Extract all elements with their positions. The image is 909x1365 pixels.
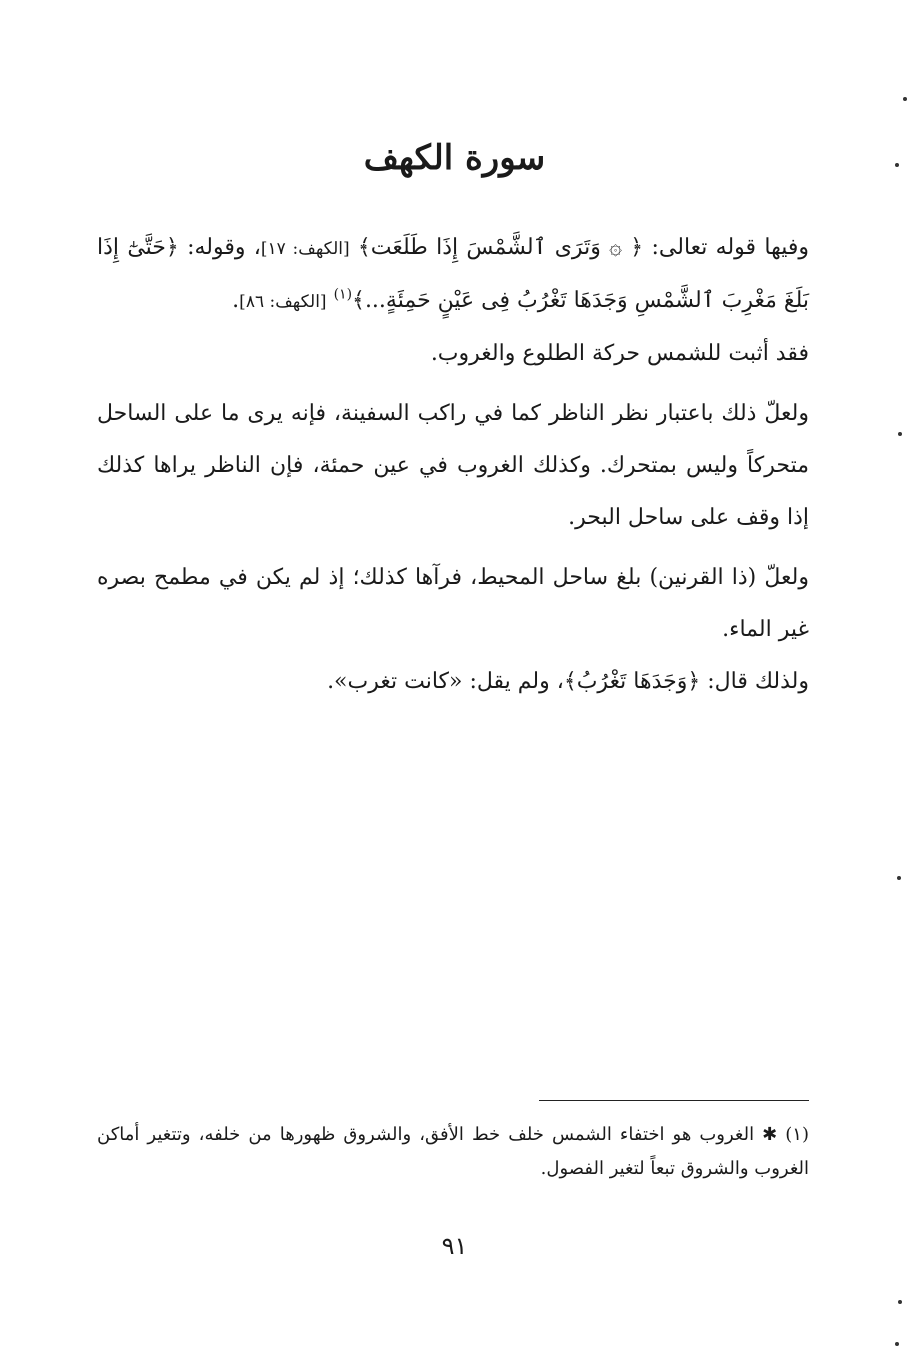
edge-speck <box>898 432 902 436</box>
paragraph-3: ولعلّ ذلك باعتبار نظر الناظر كما في راكب السفينة، فإنه يرى ما على الساحل متحركاً وليس بمتحرك. وكذلك الغروب في عين حمئة، فإن الناظر يراها كذلك إذا وقف على ساحل البحر. <box>97 401 809 530</box>
edge-speck <box>895 1342 899 1346</box>
main-text <box>97 222 809 708</box>
paragraph-4: ولعلّ (ذا القرنين) بلغ ساحل المحيط، فرآها كذلك؛ إذ لم يكن في مطمح بصره غير الماء. <box>97 565 809 642</box>
paragraph-5: ولذلك قال: ﴿وَجَدَهَا تَغْرُبُ﴾، ولم يقل: «كانت تغرب». <box>327 669 809 694</box>
paragraph-1-part-a: وفيها قوله تعالى: ﴿ ۞ وَتَرَى ٱلشَّمْسَ إِذَا طَلَعَت﴾ <box>349 235 809 260</box>
paragraph-1-end: . <box>232 288 240 313</box>
edge-speck <box>895 163 899 167</box>
chapter-title: سورة الكهف <box>363 138 546 178</box>
footnote-separator <box>539 1100 809 1101</box>
footnote-text: (١) ✱ الغروب هو اختفاء الشمس خلف خط الأفق، والشروق ظهورها من خلفه، وتتغير أماكن الغروب والشروق تبعاً لتغير الفصول. <box>97 1124 809 1179</box>
edge-speck <box>903 97 907 101</box>
page-number: ٩١ <box>441 1232 468 1260</box>
paragraph-1-part-b: ، وقوله: ﴿حَتَّىٰٓ إِذَا بَلَغَ مَغْرِبَ ٱلشَّمْسِ وَجَدَهَا تَغْرُبُ فِى عَيْنٍ حَمِئَةٍ...﴾ <box>97 235 809 313</box>
quran-reference-1: [الكهف: ١٧] <box>260 239 350 259</box>
paragraph-2: فقد أثبت للشمس حركة الطلوع والغروب. <box>430 341 809 366</box>
edge-speck <box>897 876 901 880</box>
paragraph-1 <box>97 222 809 328</box>
quran-reference-2: [الكهف: ٨٦] <box>239 292 327 312</box>
edge-speck <box>898 1300 902 1304</box>
footnote-marker: (١) <box>333 286 353 303</box>
